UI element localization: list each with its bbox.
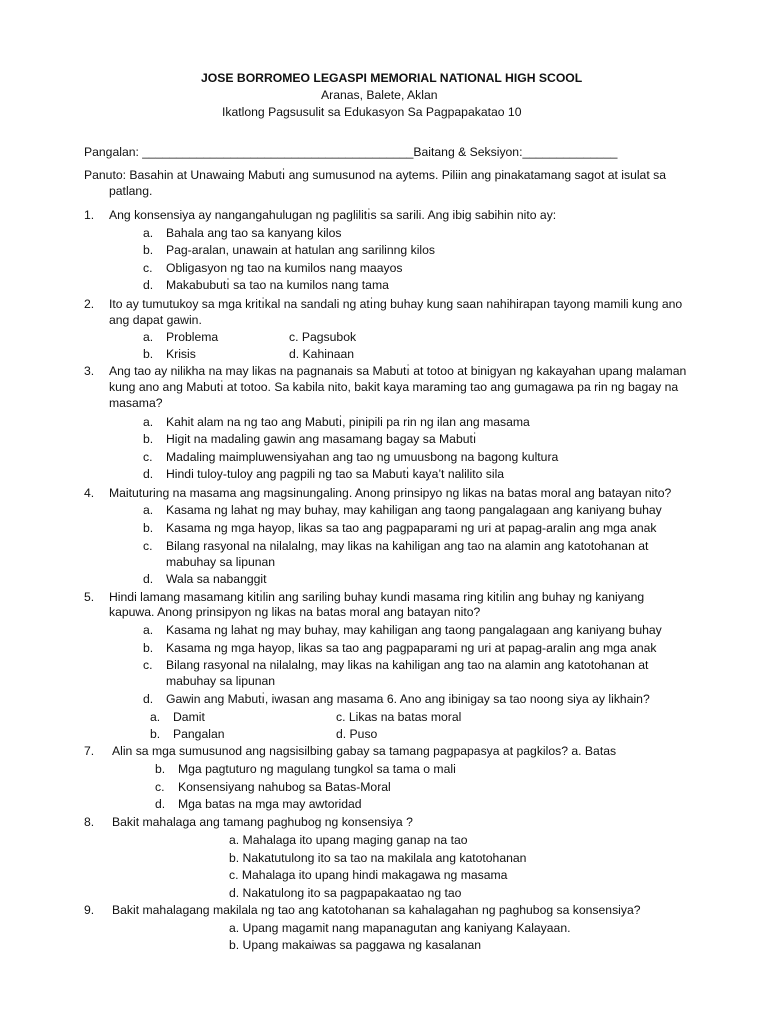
q3-text-line-1: Ang tao ay nilikha na may likas na pagnanais sa Mabutı̇ at totoo at binigyan ng kakayahan upang malaman <box>109 364 687 378</box>
q7-number: 7. <box>84 744 95 758</box>
q1-option: Makabubutı̇ sa tao na kumilos nang tama <box>166 278 389 292</box>
q1-option: Bahala ang tao sa kanyang kilos <box>166 226 342 240</box>
q5-option-letter: b. <box>143 641 154 655</box>
instructions-line-1: Panuto: Basahin at Unawaing Mabutı̇ ang sumusunod na aytems. Piliin ang pinakatamang sagot at isulat sa <box>84 168 666 182</box>
q1-number: 1. <box>84 208 95 222</box>
q5-number: 5. <box>84 590 95 604</box>
q5-text-line-1: Hindi lamang masamang kitı̇lin ang sariling buhay kundi masama ring kitı̇lin ang buhay ng kaniyang <box>109 590 645 604</box>
q5-option-d: Gawin ang Mabutı̇, iwasan ang masama 6. Ano ang ibinigay sa tao noong siya ay likhain? <box>166 692 650 706</box>
q8-number: 8. <box>84 815 95 829</box>
q3-option: Hindi tuloy-tuloy ang pagpili ng tao sa Mabutı̇ kaya’t nalilito sila <box>166 467 505 481</box>
q6-option-a: Damit <box>173 710 205 724</box>
q3-option-letter: b. <box>143 432 154 446</box>
q3-option-letter: d. <box>143 467 154 481</box>
q5-option-a: Kasama ng lahat ng may buhay, may kahiligan ang taong pangalagaan ang kaniyang buhay <box>166 623 662 637</box>
q1-option: Pag-aralan, unawain at hatulan ang sarilinng kilos <box>166 243 435 257</box>
q7-option: Mga batas na mga may awtoridad <box>178 797 362 811</box>
q2-text-line-2: ang dapat gawin. <box>109 313 202 327</box>
q3-text-line-2: kung ano ang Mabutı̇ at totoo. Sa kabila nito, bakit kaya maraming tao ang gumagawa pa rin ng bagay na <box>109 380 679 394</box>
q4-number: 4. <box>84 486 95 500</box>
q3-option: Madaling maimpluwensiyahan ang tao ng umuusbong na bagong kultura <box>166 450 559 464</box>
q7-option-letter: d. <box>155 797 166 811</box>
q8-text: Bakit mahalaga ang tamang paghubog ng konsensiya ? <box>112 815 413 829</box>
q6-option-b: Pangalan <box>173 727 225 741</box>
q6-option-d: d. Puso <box>336 727 378 741</box>
q3-number: 3. <box>84 364 95 378</box>
q9-option: b. Upang makaiwas sa paggawa ng kasalanan <box>229 938 482 952</box>
q4-option-c-line-1: Bilang rasyonal na nilalalng, may likas na kahiligan ang tao na alamin ang katotohanan at <box>166 539 649 553</box>
q5-option-letter: d. <box>143 692 154 706</box>
q5-option-c-line-2: mabuhay sa lipunan <box>166 674 276 688</box>
q1-option: Obligasyon ng tao na kumilos nang maayos <box>166 261 403 275</box>
q9-option: a. Upang magamit nang mapanagutan ang kaniyang Kalayaan. <box>229 921 571 935</box>
q2-option-c: c. Pagsubok <box>289 330 357 344</box>
q1-option-letter: d. <box>143 278 154 292</box>
q9-text: Bakit mahalagang makilala ng tao ang katotohanan sa kahalagahan ng paghubog sa konsensiya? <box>112 903 641 917</box>
q7-text: Alin sa mga sumusunod ang nagsisilbing gabay sa tamang pagpapasya at pagkilos? a. Batas <box>112 744 617 758</box>
q5-option-b: Kasama ng mga hayop, likas sa tao ang pagpaparami ng uri at papag-aralin ang mga anak <box>166 641 657 655</box>
q2-option-a: Problema <box>166 330 219 344</box>
q9-number: 9. <box>84 903 95 917</box>
instructions-line-2: patlang. <box>109 184 153 198</box>
q5-option-letter: c. <box>143 658 153 672</box>
q2-text-line-1: Ito ay tumutukoy sa mga kritı̇kal na sandali ng atı̇ng buhay kung saan nahihirapan tayong mamili kung ano <box>109 297 683 311</box>
q1-option-letter: c. <box>143 261 153 275</box>
name-section-field: Pangalan: ________________________________________Baitang & Seksiyon:______________ <box>84 145 618 159</box>
q4-option-letter: c. <box>143 539 153 553</box>
school-name: JOSE BORROMEO LEGASPI MEMORIAL NATIONAL HIGH SCOOL <box>201 71 583 85</box>
q3-option-letter: a. <box>143 415 154 429</box>
q3-text-line-3: masama? <box>109 396 163 410</box>
q7-option-letter: b. <box>155 762 166 776</box>
q6-option-letter: a. <box>150 710 161 724</box>
q8-option: b. Nakatutulong ito sa tao na makilala ang katotohanan <box>229 851 527 865</box>
q2-option-b: Krisis <box>166 347 196 361</box>
q2-option-d: d. Kahinaan <box>289 347 355 361</box>
q4-option-d: Wala sa nabanggit <box>166 572 267 586</box>
q1-option-letter: a. <box>143 226 154 240</box>
q1-text: Ang konsensiya ay nangangahulugan ng paglilitı̇s sa sarili. Ang ibig sabihin nito ay: <box>109 208 557 222</box>
q4-option-letter: a. <box>143 503 154 517</box>
exam-title: Ikatlong Pagsusulit sa Edukasyon Sa Pagpapakatao 10 <box>222 105 522 119</box>
q4-option-a: Kasama ng lahat ng may buhay, may kahiligan ang taong pangalagaan ang kaniyang buhay <box>166 503 662 517</box>
q5-option-letter: a. <box>143 623 154 637</box>
q3-option: Higit na madaling gawin ang masamang bagay sa Mabutı̇ <box>166 432 477 446</box>
q6-option-c: c. Likas na batas moral <box>336 710 462 724</box>
q5-option-c-line-1: Bilang rasyonal na nilalalng, may likas na kahiligan ang tao na alamin ang katotohanan at <box>166 658 649 672</box>
q4-option-b: Kasama ng mga hayop, likas sa tao ang pagpaparami ng uri at papag-aralin ang mga anak <box>166 521 657 535</box>
q4-text: Maituturing na masama ang magsinungaling. Anong prinsipyo ng likas na batas moral ang batayan nito? <box>109 486 672 500</box>
q7-option-letter: c. <box>155 780 165 794</box>
q4-option-letter: b. <box>143 521 154 535</box>
q8-option: c. Mahalaga ito upang hindi makagawa ng masama <box>229 868 508 882</box>
q5-text-line-2: kapuwa. Anong prinsipyon ng likas na batas moral ang batayan nito? <box>109 605 481 619</box>
q1-option-letter: b. <box>143 243 154 257</box>
q8-option: a. Mahalaga ito upang maging ganap na tao <box>229 833 468 847</box>
school-address: Aranas, Balete, Aklan <box>321 88 438 102</box>
q7-option: Mga pagtuturo ng magulang tungkol sa tama o mali <box>178 762 456 776</box>
q2-option-letter: b. <box>143 347 154 361</box>
q2-number: 2. <box>84 297 95 311</box>
q7-option: Konsensiyang nahubog sa Batas-Moral <box>178 780 391 794</box>
q3-option: Kahit alam na ng tao ang Mabutı̇, pinipili pa rin ng ilan ang masama <box>166 415 530 429</box>
q2-option-letter: a. <box>143 330 154 344</box>
q3-option-letter: c. <box>143 450 153 464</box>
q4-option-c-line-2: mabuhay sa lipunan <box>166 555 276 569</box>
q4-option-letter: d. <box>143 572 154 586</box>
q6-option-letter: b. <box>150 727 161 741</box>
q8-option: d. Nakatulong ito sa pagpapakaatao ng tao <box>229 886 462 900</box>
